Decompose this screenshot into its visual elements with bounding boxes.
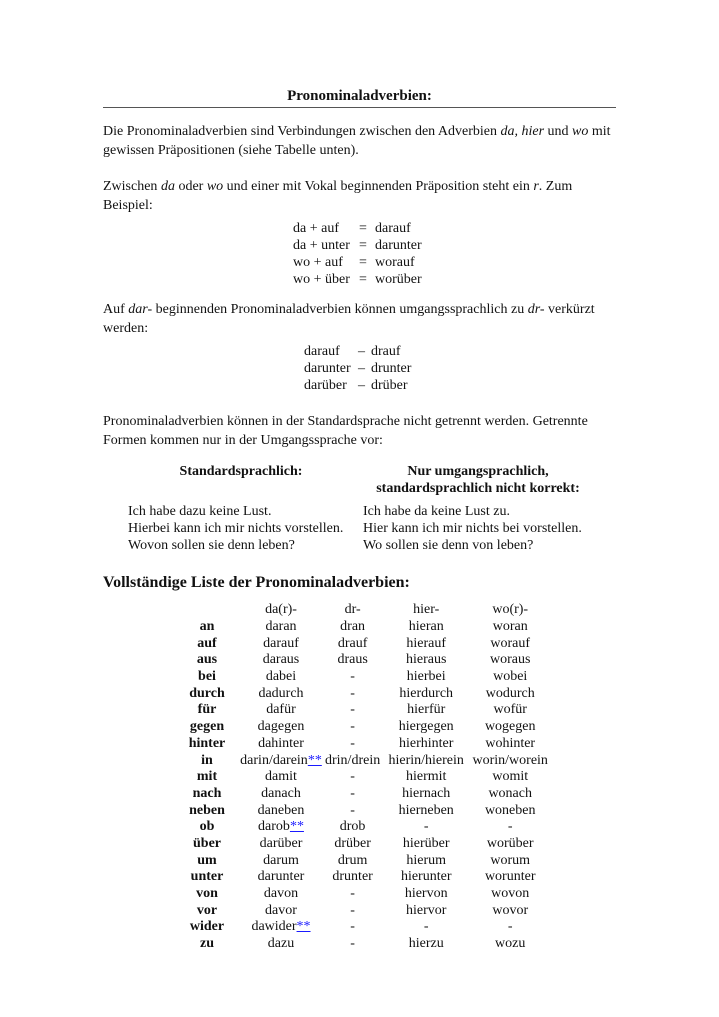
cell-text: danach: [261, 785, 301, 801]
cell-text: damit: [265, 769, 297, 785]
short-form: drauf: [371, 344, 401, 359]
cell-text: in: [201, 752, 213, 768]
cell-text: hierin/hierein: [388, 752, 464, 768]
cell-text: hierüber: [402, 835, 450, 851]
adverb-cell: [237, 869, 325, 886]
equation-right: worauf: [375, 255, 415, 270]
table-row: [177, 736, 548, 753]
adverb-cell: [472, 719, 548, 736]
preposition-cell: [177, 685, 237, 702]
preposition-cell: [177, 819, 237, 836]
text: Die Pronominaladverbien sind Verbindungen zwischen den Adverbien: [103, 124, 501, 139]
colloquial-header-line: standardsprachlich nicht korrekt:: [376, 481, 580, 496]
column-header-label: wo(r)-: [492, 602, 529, 618]
preposition-cell: [177, 652, 237, 669]
adverb-cell: [380, 669, 472, 686]
text: oder: [174, 179, 207, 194]
cell-text: dabei: [265, 669, 297, 685]
pronominal-adverb-table: [177, 602, 548, 952]
adverb-cell: [325, 836, 380, 853]
adverb-cell: [472, 819, 548, 836]
text: verkürzt werden:: [103, 302, 595, 336]
preposition-cell: [177, 635, 237, 652]
cell-text: wider: [189, 919, 225, 935]
preposition-cell: [177, 702, 237, 719]
adverb-cell: [237, 652, 325, 669]
text: und: [544, 124, 573, 139]
standard-sentence: Ich habe dazu keine Lust.: [128, 504, 272, 519]
preposition-cell: [177, 836, 237, 853]
cell-text: gegen: [189, 719, 225, 735]
cell-text: wovor: [492, 902, 529, 918]
cell-text: dafür: [266, 702, 296, 718]
cell-text: hieran: [408, 619, 444, 635]
cell-text: hieraus: [406, 652, 447, 668]
cell-text: daran: [265, 619, 297, 635]
adverb-cell: [325, 736, 380, 753]
cell-text: -: [350, 735, 355, 751]
cell-text: unter: [190, 869, 224, 885]
cell-text: worauf: [490, 635, 531, 651]
adverb-cell: [472, 752, 548, 769]
dash: –: [358, 361, 365, 376]
cell-text: hierhinter: [399, 735, 454, 751]
cell-text: hierunter: [400, 869, 452, 885]
adverb-cell: [325, 936, 380, 953]
cell-text: woraus: [490, 652, 531, 668]
adverb-cell: [237, 786, 325, 803]
table-row: [177, 919, 548, 936]
standard-header: Standardsprachlich:: [179, 464, 303, 479]
cell-text: von: [196, 886, 218, 902]
cell-text: dazu: [267, 936, 295, 952]
adverb-cell: [325, 852, 380, 869]
cell-text: hierdurch: [399, 685, 454, 701]
footnote-link[interactable]: **: [307, 752, 322, 768]
cell-text: hierneben: [398, 802, 454, 818]
adverb-cell: [237, 752, 325, 769]
emphasis: dr-: [527, 302, 545, 317]
cell-text: -: [507, 819, 513, 835]
cell-text: hiervor: [406, 902, 447, 918]
preposition-cell: [177, 936, 237, 953]
cell-text: durch: [189, 685, 225, 701]
text: Zwischen: [103, 179, 161, 194]
adverb-cell: [472, 852, 548, 869]
equation-right: worüber: [375, 272, 422, 287]
cell-text: woneben: [484, 802, 536, 818]
adverb-cell: [472, 619, 548, 636]
cell-text: -: [350, 702, 355, 718]
table-row: [177, 752, 548, 769]
cell-text: bei: [198, 669, 216, 685]
adverb-cell: [237, 886, 325, 903]
adverb-cell: [472, 936, 548, 953]
cell-text: hiergegen: [398, 719, 454, 735]
preposition-cell: [177, 786, 237, 803]
cell-text: auf: [197, 635, 217, 651]
emphasis: da: [160, 179, 175, 194]
colloquial-sentence: Wo sollen sie denn von leben?: [363, 538, 534, 553]
equation-op: =: [359, 238, 367, 253]
adverb-cell: [325, 886, 380, 903]
cell-text: darin/darein: [240, 752, 308, 768]
cell-text: hiernach: [402, 785, 451, 801]
adverb-cell: [325, 819, 380, 836]
preposition-cell: [177, 802, 237, 819]
table-row: [177, 852, 548, 869]
separation-paragraph: Pronominaladverbien können in der Standardsprache nicht getrennt werden. Getrennte Formen kommen nur in der Umgangssprache vor:: [103, 414, 588, 448]
cell-text: -: [423, 819, 429, 835]
adverb-cell: [237, 836, 325, 853]
emphasis: da, hier: [500, 124, 545, 139]
document-page: [103, 88, 616, 592]
cell-text: drin/drein: [325, 752, 381, 768]
adverb-cell: [237, 619, 325, 636]
cell-text: darunter: [257, 869, 305, 885]
adverb-cell: [472, 769, 548, 786]
cell-text: drüber: [334, 835, 371, 851]
adverb-cell: [237, 736, 325, 753]
adverb-cell: [237, 685, 325, 702]
cell-text: -: [350, 769, 355, 785]
cell-text: dawider: [251, 919, 297, 935]
column-header-label: da(r)-: [265, 602, 297, 618]
equation-op: =: [359, 255, 367, 270]
cell-text: wovon: [491, 886, 530, 902]
cell-text: -: [350, 685, 355, 701]
preposition-cell: [177, 886, 237, 903]
adverb-cell: [325, 669, 380, 686]
cell-text: um: [197, 852, 217, 868]
equation-left: da + unter: [293, 238, 350, 253]
cell-text: -: [507, 919, 513, 935]
table-row: [177, 869, 548, 886]
adverb-cell: [325, 652, 380, 669]
cell-text: worüber: [486, 835, 534, 851]
adverb-cell: [380, 752, 472, 769]
comparison-table: [103, 463, 616, 559]
adverb-cell: [380, 902, 472, 919]
cell-text: woran: [492, 619, 528, 635]
equation-op: =: [359, 272, 367, 287]
preposition-cell: [177, 752, 237, 769]
adverb-cell: [380, 886, 472, 903]
text: mit gewissen Präpositionen (siehe Tabelle unten).: [103, 124, 611, 158]
dash: –: [358, 344, 365, 359]
adverb-cell: [325, 719, 380, 736]
column-header: [237, 602, 325, 619]
preposition-cell: [177, 619, 237, 636]
cell-text: -: [423, 919, 429, 935]
cell-text: wodurch: [485, 685, 535, 701]
table-row: [177, 786, 548, 803]
cell-text: -: [350, 886, 355, 902]
cell-text: ob: [199, 819, 215, 835]
adverb-cell: [237, 852, 325, 869]
preposition-cell: [177, 719, 237, 736]
cell-text: hinter: [188, 735, 226, 751]
cell-text: vor: [196, 902, 218, 918]
cell-text: davor: [265, 902, 297, 918]
standard-sentence: Hierbei kann ich mir nichts vorstellen.: [128, 521, 344, 536]
adverb-cell: [472, 902, 548, 919]
cell-text: hierum: [406, 852, 447, 868]
adverb-cell: [380, 869, 472, 886]
cell-text: dahinter: [258, 735, 304, 751]
adverb-cell: [237, 635, 325, 652]
cell-text: davon: [263, 886, 299, 902]
adverb-cell: [325, 619, 380, 636]
adverb-cell: [380, 685, 472, 702]
cell-text: womit: [492, 769, 529, 785]
adverb-cell: [325, 685, 380, 702]
cell-text: wobei: [493, 669, 528, 685]
adverb-cell: [472, 869, 548, 886]
equation-right: darauf: [375, 221, 411, 236]
adverb-cell: [380, 719, 472, 736]
table-row: [177, 669, 548, 686]
preposition-cell: [177, 919, 237, 936]
short-form: drunter: [371, 361, 412, 376]
adverb-cell: [380, 802, 472, 819]
adverb-cell: [380, 652, 472, 669]
short-form-examples: [103, 343, 616, 394]
cell-text: -: [350, 902, 355, 918]
table-row: [177, 619, 548, 636]
adverb-cell: [472, 702, 548, 719]
adverb-cell: [380, 852, 472, 869]
cell-text: zu: [200, 936, 214, 952]
cell-text: mit: [196, 769, 218, 785]
adverb-cell: [380, 786, 472, 803]
cell-text: drob: [339, 819, 366, 835]
adverb-cell: [237, 936, 325, 953]
cell-text: draus: [337, 652, 368, 668]
page-title: Pronominaladverbien:: [103, 88, 616, 108]
colloquial-header: [365, 463, 591, 497]
adverb-cell: [237, 919, 325, 936]
cell-text: dadurch: [258, 685, 304, 701]
adverb-cell: [380, 619, 472, 636]
preposition-cell: [177, 902, 237, 919]
adverb-cell: [472, 786, 548, 803]
equation-left: wo + über: [293, 272, 350, 287]
adverb-cell: [472, 886, 548, 903]
footnote-link[interactable]: **: [296, 919, 311, 935]
preposition-cell: [177, 736, 237, 753]
adverb-cell: [472, 802, 548, 819]
cell-text: nach: [192, 785, 222, 801]
adverb-cell: [325, 919, 380, 936]
adverb-cell: [472, 685, 548, 702]
column-header-label: dr-: [344, 602, 361, 618]
adverb-cell: [380, 936, 472, 953]
table-row: [177, 635, 548, 652]
emphasis: wo: [572, 124, 589, 139]
table-row: [177, 702, 548, 719]
emphasis: dar-: [128, 302, 153, 317]
table-row: [177, 769, 548, 786]
adverb-cell: [325, 902, 380, 919]
adverb-cell: [380, 769, 472, 786]
cell-text: an: [199, 619, 215, 635]
intro-paragraph: [103, 122, 616, 160]
cell-text: wofür: [493, 702, 527, 718]
adverb-cell: [237, 902, 325, 919]
cell-text: -: [350, 785, 355, 801]
cell-text: -: [350, 936, 355, 952]
adverb-cell: [472, 919, 548, 936]
column-header: [380, 602, 472, 619]
table-row: [177, 685, 548, 702]
column-header: [177, 602, 237, 619]
table-row: [177, 836, 548, 853]
cell-text: darauf: [263, 635, 299, 651]
emphasis: wo: [206, 179, 224, 194]
cell-text: wonach: [488, 785, 532, 801]
list-heading: Vollständige Liste der Pronominaladverbien:: [103, 574, 410, 591]
colloquial-header-line: Nur umgangsprachlich,: [407, 464, 549, 479]
equation-right: darunter: [375, 238, 422, 253]
standard-sentence: Wovon sollen sie denn leben?: [128, 538, 295, 553]
cell-text: wogegen: [484, 719, 536, 735]
text: . Zum Beispiel:: [103, 179, 573, 213]
short-form: drüber: [371, 378, 408, 393]
adverb-cell: [237, 802, 325, 819]
cell-text: worin/worein: [472, 752, 548, 768]
cell-text: drunter: [332, 869, 373, 885]
equation-examples: [103, 220, 616, 288]
cell-text: hierfür: [407, 702, 446, 718]
cell-text: -: [350, 802, 355, 818]
cell-text: aus: [196, 652, 218, 668]
adverb-cell: [380, 836, 472, 853]
cell-text: hierzu: [408, 936, 444, 952]
table-header-row: [177, 602, 548, 619]
table-row: [177, 886, 548, 903]
preposition-cell: [177, 669, 237, 686]
adverb-cell: [325, 786, 380, 803]
text: beginnenden Pronominaladverbien können umgangssprachlich zu: [152, 302, 528, 317]
equation-op: =: [359, 221, 367, 236]
adverb-cell: [237, 669, 325, 686]
adverb-cell: [325, 769, 380, 786]
cell-text: -: [350, 719, 355, 735]
table-row: [177, 819, 548, 836]
adverb-cell: [472, 736, 548, 753]
cell-text: darum: [263, 852, 299, 868]
adverb-cell: [380, 919, 472, 936]
r-rule-paragraph: [103, 177, 616, 215]
colloquial-sentence: Ich habe da keine Lust zu.: [363, 504, 510, 519]
table-row: [177, 802, 548, 819]
table-row: [177, 719, 548, 736]
cell-text: hiervon: [404, 886, 448, 902]
adverb-cell: [237, 769, 325, 786]
cell-text: wozu: [495, 936, 526, 952]
adverb-cell: [472, 635, 548, 652]
cell-text: worunter: [484, 869, 536, 885]
cell-text: drum: [337, 852, 368, 868]
adverb-cell: [380, 702, 472, 719]
adverb-cell: [472, 669, 548, 686]
dash: –: [358, 378, 365, 393]
adverb-cell: [325, 702, 380, 719]
preposition-cell: [177, 852, 237, 869]
cell-text: -: [350, 919, 355, 935]
adverb-cell: [472, 836, 548, 853]
column-header: [472, 602, 548, 619]
cell-text: über: [193, 835, 221, 851]
cell-text: wohinter: [485, 735, 536, 751]
preposition-cell: [177, 869, 237, 886]
text: und einer mit Vokal beginnenden Präposition steht ein: [223, 179, 534, 194]
cell-text: -: [350, 669, 355, 685]
emphasis: r: [533, 179, 539, 194]
cell-text: darob: [258, 819, 290, 835]
long-form: darunter: [304, 361, 351, 376]
cell-text: dagegen: [257, 719, 305, 735]
adverb-cell: [380, 819, 472, 836]
adverb-cell: [237, 819, 325, 836]
adverb-cell: [380, 736, 472, 753]
adverb-cell: [237, 702, 325, 719]
cell-text: hierauf: [406, 635, 447, 651]
equation-left: da + auf: [293, 221, 339, 236]
short-form-paragraph: [103, 300, 616, 338]
cell-text: daneben: [257, 802, 305, 818]
cell-text: worum: [490, 852, 531, 868]
adverb-cell: [380, 635, 472, 652]
equation-left: wo + auf: [293, 255, 343, 270]
cell-text: für: [197, 702, 217, 718]
cell-text: hiermit: [406, 769, 447, 785]
table-row: [177, 902, 548, 919]
adverb-cell: [325, 802, 380, 819]
long-form: darüber: [304, 378, 347, 393]
adverb-cell: [325, 869, 380, 886]
adverb-cell: [325, 635, 380, 652]
adverb-cell: [325, 752, 380, 769]
column-header: [325, 602, 380, 619]
footnote-link[interactable]: **: [289, 819, 304, 835]
cell-text: drauf: [337, 635, 368, 651]
cell-text: daraus: [262, 652, 300, 668]
cell-text: dran: [340, 619, 366, 635]
table-row: [177, 652, 548, 669]
text: Auf: [103, 302, 129, 317]
cell-text: neben: [189, 802, 225, 818]
cell-text: hierbei: [406, 669, 446, 685]
cell-text: darüber: [259, 835, 303, 851]
colloquial-sentence: Hier kann ich mir nichts bei vorstellen.: [363, 521, 582, 536]
adverb-cell: [237, 719, 325, 736]
column-header-label: hier-: [413, 602, 440, 618]
long-form: darauf: [304, 344, 340, 359]
adverb-cell: [472, 652, 548, 669]
preposition-cell: [177, 769, 237, 786]
table-row: [177, 936, 548, 953]
